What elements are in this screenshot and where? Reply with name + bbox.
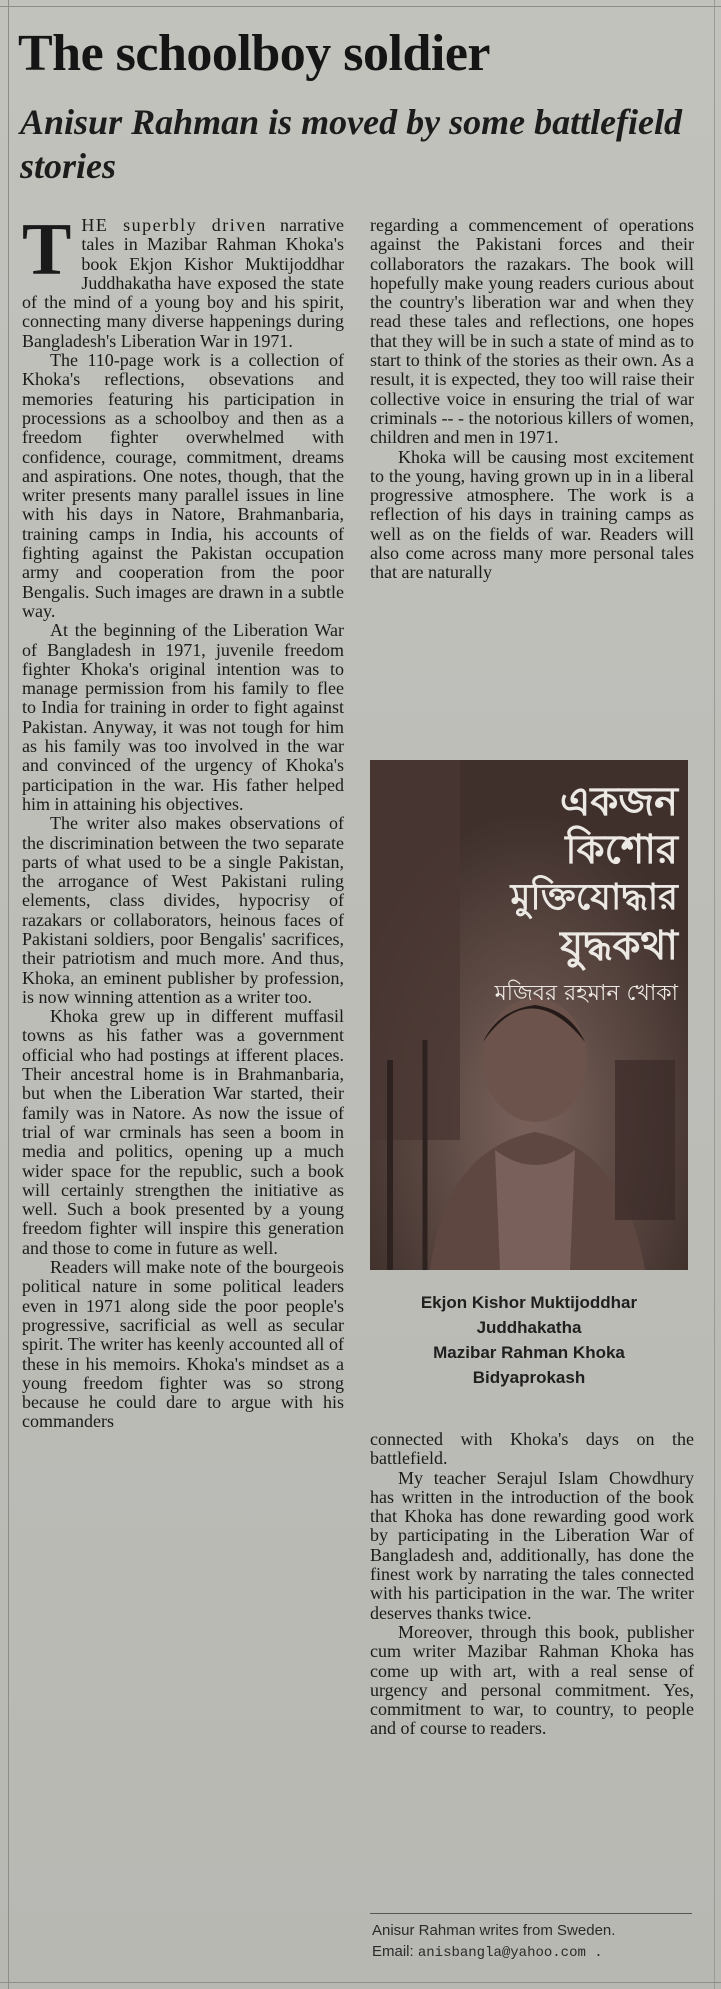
right-column-top xyxy=(370,216,694,583)
caption-author: Mazibar Rahman Khoka xyxy=(433,1343,625,1362)
caption-publisher: Bidyaprokash xyxy=(472,1368,586,1387)
cover-title-line: মুক্তিযোদ্ধার xyxy=(510,877,678,918)
caption-title-cont: Juddhakatha xyxy=(476,1318,582,1337)
cover-title-line: কিশোর xyxy=(565,827,678,873)
cover-author-line: মজিবর রহমান খোকা xyxy=(494,981,678,1006)
right-border xyxy=(714,0,715,1989)
signoff-text: Anisur Rahman writes from Sweden. xyxy=(372,1922,616,1939)
paragraph: Readers will make note of the bourgeois political nature in some political leaders even in 1971 along side the poor people's progressive, sacrificial as well as secular spirit. The writer has keenly accounted all of these in his memoirs. Khoka's mindset as a young freedom fighter was so strong because he could dare to argue with his commanders xyxy=(22,1257,344,1432)
left-column xyxy=(22,209,344,1432)
subhead: Anisur Rahman is moved by some battlefield stories xyxy=(20,102,683,186)
top-border xyxy=(0,6,721,7)
left-border xyxy=(8,0,9,1989)
paragraph-continued: connected with Khoka's days on the battlefield. xyxy=(370,1429,694,1469)
right-column-bottom xyxy=(370,1430,694,1739)
paragraph: At the beginning of the Liberation War of Bangladesh in 1971, juvenile freedom fighter Khoka's original intention was to manage permission from his family to flee to India for training in order to fight against Pakistan. Anyway, it was not tough for him as his family was too involved in the war and convinced of the urgency of Khoka's participation in the war. His father helped him in attaining his objectives. xyxy=(22,620,344,814)
cover-title-line: যুদ্ধকথা xyxy=(560,923,678,969)
signoff-email-line xyxy=(372,1941,694,1964)
bottom-border xyxy=(0,1982,721,1983)
paragraph: Khoka grew up in different muffasil towns as his father was a government official who had postings at ifferent places. Their ancestral home is in Brahmanbaria, but when the Liberation War started, their family was in Natore. As now the issue of trial of war crminals has seen a boom in media and politics, opening up a much wider space for the republic, such a book will certainly strengthen the initiative as well. Such a book presented by a young freedom fighter will inspire this generation and those to come in future as well. xyxy=(22,1006,344,1258)
email-label: Email: xyxy=(372,1943,414,1960)
book-caption xyxy=(370,1290,688,1390)
paragraph: Moreover, through this book, publisher cum writer Mazibar Rahman Khoka has come up with art, with a real sense of urgency and personal commitment. Yes, commitment to war, to country, to people and of course to readers. xyxy=(370,1621,694,1739)
drop-cap: T xyxy=(22,209,72,291)
signoff-divider xyxy=(370,1913,692,1914)
paragraph: My teacher Serajul Islam Chowdhury has written in the introduction of the book that Khoka has done rewarding good work by participating in the Liberation War of Bangladesh and, additionally, has done the finest work by narrating the tales connected with his participation in the war. The writer deserves thanks twice. xyxy=(370,1467,694,1623)
cover-title-line: একজন xyxy=(559,779,678,825)
author-signoff xyxy=(372,1920,694,1964)
email-address: anisbangla@yahoo.com . xyxy=(417,1945,603,1961)
paragraph: The writer also makes observations of the discrimination between the two separate parts of what used to be a single Pakistan, the arrogance of West Pakistani ruling elements, class divides, hypocrisy of razakars or collaborators, heinous faces of Pakistani soldiers, poor Bengalis' sacrifices, their patriotism and much more. And thus, Khoka, an eminent publisher by profession, is now winning attention as a writer too. xyxy=(22,813,344,1007)
lead-paragraph xyxy=(22,209,344,351)
book-cover-image xyxy=(370,760,688,1270)
lead-text: narrative tales in Mazibar Rahman Khoka's book Ekjon Kishor Muktijoddhar Juddhakatha have exposed the state of the mind of a young boy and his spirit, connecting many diverse happenings during Bangladesh's Liberation War in 1971. xyxy=(22,215,344,351)
headline: The schoolboy soldier xyxy=(18,25,490,82)
caption-title: Ekjon Kishor Muktijoddhar xyxy=(420,1293,638,1312)
paragraph-continued: regarding a commencement of operations against the Pakistani forces and their collaborators the razakars. The book will hopefully make young readers curious about the country's liberation war and when they read these tales and reflections, one hopes that they will be in such a state of mind as to start to think of the stories as their own. As a result, it is expected, they too will raise their collective voice in ensuring the trial of war criminals -- - the notorious killers of women, children and men in 1971. xyxy=(370,215,694,448)
lead-caps: HE superbly driven xyxy=(81,215,267,235)
paragraph: The 110-page work is a collection of Khoka's reflections, obsevations and memories featuring his participation in processions as a schoolboy and then as a freedom fighter overwhelmed with confidence, courage, commitment, dreams and aspirations. One notes, though, that the writer presents many parallel issues in line with his days in Natore, Brahmanbaria, training camps in India, his accounts of fighting against the Pakistan occupation army and cooperation from the poor Bengalis. Such images are drawn in a subtle way. xyxy=(22,350,344,621)
paragraph: Khoka will be causing most excitement to the young, having grown up in in a liberal progressive atmosphere. The work is a reflection of his days in training camps as well as on the fields of war. Readers will also come across many more personal tales that are naturally xyxy=(370,446,694,583)
